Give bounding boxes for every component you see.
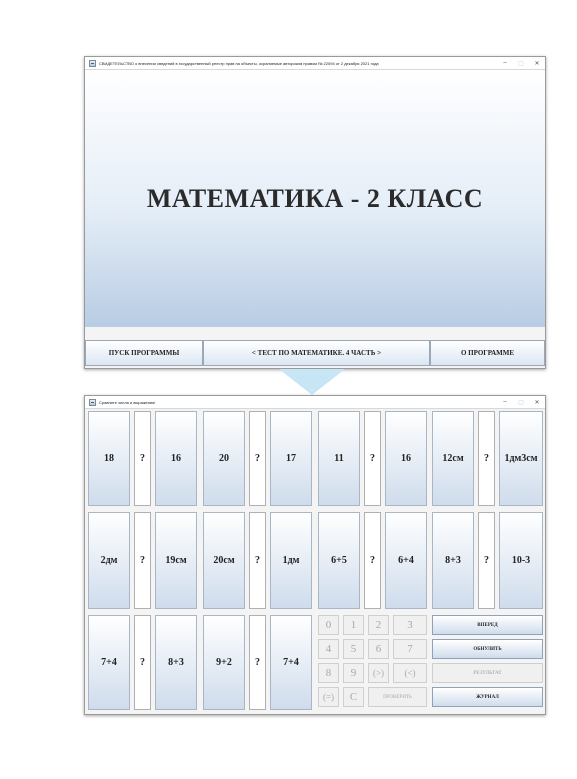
keypad-2-button[interactable]: 2	[368, 615, 389, 635]
less-than-button[interactable]: (<)	[393, 663, 427, 683]
main-menu-bar	[85, 340, 545, 366]
compare-right-value[interactable]: 10-3	[499, 512, 543, 609]
compare-window-title: Сравните числа и выражения!	[99, 399, 156, 405]
keypad-6-button[interactable]: 6	[368, 639, 389, 659]
compare-left-value[interactable]: 11	[318, 411, 360, 506]
keypad-0-button[interactable]: 0	[318, 615, 339, 635]
compare-window	[84, 395, 546, 715]
compare-right-value[interactable]: 8+3	[155, 615, 197, 710]
compare-window-titlebar	[85, 396, 545, 409]
reset-button[interactable]: ОБНУЛИТЬ	[432, 639, 543, 659]
compare-right-value[interactable]: 16	[155, 411, 197, 506]
compare-right-value[interactable]: 17	[270, 411, 312, 506]
greater-than-button[interactable]: (>)	[368, 663, 389, 683]
close-icon[interactable]: ✕	[534, 60, 540, 67]
compare-sign-slot[interactable]: ?	[478, 411, 495, 506]
compare-right-value[interactable]: 1дм	[270, 512, 312, 609]
compare-left-value[interactable]: 12см	[432, 411, 474, 506]
main-window	[84, 56, 546, 369]
compare-right-value[interactable]: 1дм3см	[499, 411, 543, 506]
minimize-icon[interactable]: –	[503, 399, 507, 405]
math-test-button[interactable]: < ТЕСТ ПО МАТЕМАТИКЕ. 4 ЧАСТЬ >	[203, 340, 430, 366]
compare-left-value[interactable]: 2дм	[88, 512, 130, 609]
maximize-icon[interactable]: ▢	[518, 399, 524, 406]
keypad-3-button[interactable]: 3	[393, 615, 427, 635]
compare-sign-slot[interactable]: ?	[249, 615, 266, 710]
keypad-1-button[interactable]: 1	[343, 615, 364, 635]
keypad-5-button[interactable]: 5	[343, 639, 364, 659]
comparison-grid	[85, 409, 545, 714]
keypad-9-button[interactable]: 9	[343, 663, 364, 683]
keypad-8-button[interactable]: 8	[318, 663, 339, 683]
journal-button[interactable]: ЖУРНАЛ	[432, 687, 543, 707]
compare-right-value[interactable]: 7+4	[270, 615, 312, 710]
compare-left-value[interactable]: 8+3	[432, 512, 474, 609]
compare-sign-slot[interactable]: ?	[249, 512, 266, 609]
compare-left-value[interactable]: 9+2	[203, 615, 245, 710]
compare-left-value[interactable]: 20см	[203, 512, 245, 609]
compare-sign-slot[interactable]: ?	[134, 615, 151, 710]
compare-sign-slot[interactable]: ?	[364, 411, 381, 506]
main-window-titlebar	[85, 57, 545, 70]
compare-left-value[interactable]: 6+5	[318, 512, 360, 609]
compare-sign-slot[interactable]: ?	[134, 512, 151, 609]
compare-right-value[interactable]: 16	[385, 411, 427, 506]
result-button[interactable]: РЕЗУЛЬТАТ	[432, 663, 543, 683]
compare-sign-slot[interactable]: ?	[478, 512, 495, 609]
clear-button[interactable]: C	[343, 687, 364, 707]
equals-button[interactable]: (=)	[318, 687, 339, 707]
compare-sign-slot[interactable]: ?	[249, 411, 266, 506]
main-window-title: СВИДЕТЕЛЬСТВО о внесении сведений в государственный реестр прав на объекты, охраняемые авторским правом № 22094 от 2 декабря 2021 года	[99, 60, 379, 66]
start-program-button[interactable]: ПУСК ПРОГРАММЫ	[85, 340, 203, 366]
page-title: МАТЕМАТИКА - 2 КЛАСС	[146, 183, 484, 213]
hero-banner	[85, 70, 545, 327]
app-icon	[89, 399, 96, 406]
compare-left-value[interactable]: 20	[203, 411, 245, 506]
check-button[interactable]: ПРОВЕРИТЬ	[368, 687, 427, 707]
keypad-4-button[interactable]: 4	[318, 639, 339, 659]
down-arrow-icon	[279, 369, 345, 395]
compare-right-value[interactable]: 19см	[155, 512, 197, 609]
keypad-7-button[interactable]: 7	[393, 639, 427, 659]
app-icon	[89, 60, 96, 67]
compare-right-value[interactable]: 6+4	[385, 512, 427, 609]
about-program-button[interactable]: О ПРОГРАММЕ	[430, 340, 545, 366]
compare-sign-slot[interactable]: ?	[364, 512, 381, 609]
compare-left-value[interactable]: 18	[88, 411, 130, 506]
close-icon[interactable]: ✕	[534, 399, 540, 406]
minimize-icon[interactable]: –	[503, 60, 507, 66]
maximize-icon[interactable]: ▢	[518, 60, 524, 67]
compare-left-value[interactable]: 7+4	[88, 615, 130, 710]
forward-button[interactable]: ВПЕРЕД	[432, 615, 543, 635]
compare-sign-slot[interactable]: ?	[134, 411, 151, 506]
